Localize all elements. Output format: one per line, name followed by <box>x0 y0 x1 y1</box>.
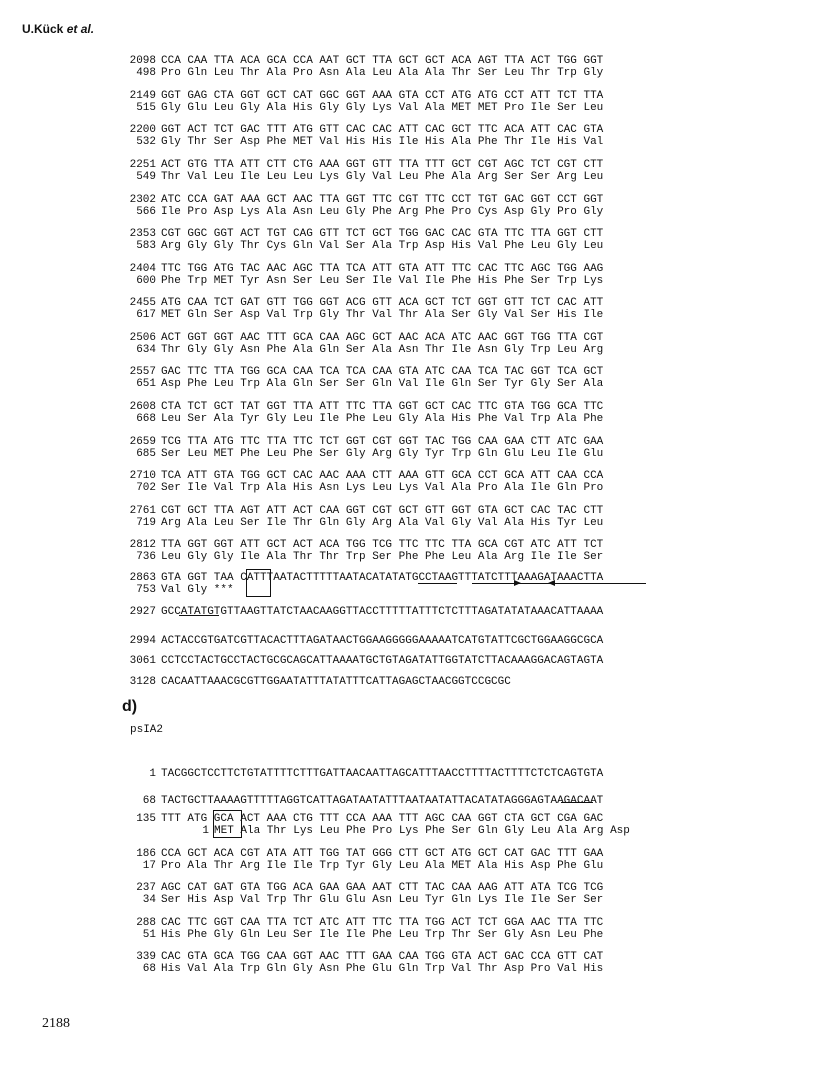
protein-row <box>110 413 603 425</box>
position-number: 2710 <box>129 470 156 482</box>
sequence-text: Phe Trp MET Tyr Asn Ser Leu Ser Ile Val Ile Phe His Phe Ser Trp Lys <box>161 275 604 287</box>
position-number: 736 <box>136 551 156 563</box>
page-number: 2188 <box>42 1016 70 1031</box>
gene-name: psIA2 <box>130 724 164 736</box>
sequence-text: Leu Gly Gly Ile Ala Thr Thr Trp Ser Phe Phe Leu Ala Arg Ile Ile Ser <box>161 551 604 563</box>
position-number: 702 <box>136 482 156 494</box>
protein-row <box>110 584 234 596</box>
position-number: 668 <box>136 413 156 425</box>
position-number: 2761 <box>129 505 156 517</box>
dna-row <box>110 848 603 860</box>
sequence-text: CACAATTAAACGCGTTGGAATATTTATATTTCATTAGAGCTAACGGTCCGCGC <box>161 676 511 688</box>
protein-row <box>110 929 603 941</box>
protein-row <box>110 136 603 148</box>
position-number: 68 <box>142 963 156 975</box>
position-number: 2608 <box>129 401 156 413</box>
protein-row <box>110 171 603 183</box>
running-header <box>22 22 94 36</box>
position-number: 515 <box>136 102 156 114</box>
sequence-text: CGT GGC GGT ACT TGT CAG GTT TCT GCT TGG GAC CAC GTA TTC TTA GGT CTT <box>161 228 604 240</box>
position-number: 566 <box>136 206 156 218</box>
dna-row <box>110 917 603 929</box>
dna-row <box>110 436 603 448</box>
position-number: 685 <box>136 448 156 460</box>
position-number: 3128 <box>129 676 156 688</box>
dna-row <box>110 194 603 206</box>
position-number: 288 <box>136 917 156 929</box>
dna-row <box>110 572 603 584</box>
sequence-text: TTC TGG ATG TAC AAC AGC TTA TCA ATT GTA ATT TTC CAC TTC AGC TGG AAG <box>161 263 604 275</box>
position-number: 634 <box>136 344 156 356</box>
sequence-text: CGT GCT TTA AGT ATT ACT CAA GGT CGT GCT GTT GGT GTA GCT CAC TAC CTT <box>161 505 604 517</box>
noncoding-row <box>110 606 603 618</box>
noncoding-row <box>110 655 603 667</box>
noncoding-row <box>110 795 603 807</box>
position-number: 2506 <box>129 332 156 344</box>
dna-row <box>110 401 603 413</box>
position-number: 2149 <box>129 90 156 102</box>
sequence-text: CAC TTC GGT CAA TTA TCT ATC ATT TTC TTA TGG ACT TCT GGA AAC TTA TTC <box>161 917 604 929</box>
position-number: 2098 <box>129 55 156 67</box>
sequence-text: TACTGCTTAAAAGTTTTTAGGTCATTAGATAATATTTAATAATATTACATATAGGGAGTAAGACAAT <box>161 795 604 807</box>
dna-row <box>110 228 603 240</box>
sequence-text: TCG TTA ATG TTC TTA TTC TCT GGT CGT GGT TAC TGG CAA GAA CTT ATC GAA <box>161 436 604 448</box>
sequence-text: CCA CAA TTA ACA GCA CCA AAT GCT TTA GCT GCT ACA AGT TTA ACT TGG GGT <box>161 55 604 67</box>
sequence-text: His Val Ala Trp Gln Gly Asn Phe Glu Gln Trp Val Thr Asp Pro Val His <box>161 963 604 975</box>
sequence-text: TCA ATT GTA TGG GCT CAC AAC AAA CTT AAA GTT GCA CCT GCA ATT CAA CCA <box>161 470 604 482</box>
position-number: 2557 <box>129 366 156 378</box>
position-number: 237 <box>136 882 156 894</box>
position-number: 532 <box>136 136 156 148</box>
protein-row <box>110 67 603 79</box>
sequence-text: GTA GGT TAA CATTTAATACTTTTTAATACATATATGCCTAAGTTTATCTTTAAAGATAAACTTA <box>161 572 604 584</box>
sequence-text: GCCATATGTGTTAAGTTATCTAACAAGGTTACCTTTTTATTTCTCTTTAGATATATAAACATTAAAA <box>161 606 604 618</box>
sequence-text: His Phe Gly Gln Leu Ser Ile Ile Phe Leu Trp Thr Ser Gly Asn Leu Phe <box>161 929 604 941</box>
header-etal: et al. <box>66 22 95 36</box>
position-number: 2353 <box>129 228 156 240</box>
noncoding-row <box>110 768 603 780</box>
sequence-text: Ile Pro Asp Lys Ala Asn Leu Gly Phe Arg Phe Pro Cys Asp Gly Pro Gly <box>161 206 604 218</box>
position-number: 34 <box>142 894 156 906</box>
protein-row <box>110 344 603 356</box>
sequence-text: Leu Ser Ala Tyr Gly Leu Ile Phe Leu Gly Ala His Phe Val Trp Ala Phe <box>161 413 604 425</box>
noncoding-row <box>110 635 603 647</box>
dna-row <box>110 882 603 894</box>
sequence-text: GGT ACT TCT GAC TTT ATG GTT CAC CAC ATT CAC GCT TTC ACA ATT CAC GTA <box>161 124 604 136</box>
section-d-label: d) <box>122 698 138 715</box>
protein-row <box>110 102 603 114</box>
dna-row <box>110 263 603 275</box>
protein-row <box>110 860 603 872</box>
protein-row <box>110 448 603 460</box>
sequence-text: Val Gly *** <box>161 584 234 596</box>
protein-row <box>110 894 603 906</box>
sequence-text: ACT GTG TTA ATT CTT CTG AAA GGT GTT TTA TTT GCT CGT AGC TCT CGT CTT <box>161 159 604 171</box>
protein-row <box>110 240 603 252</box>
protein-row <box>110 378 603 390</box>
sequence-text: ATC CCA GAT AAA GCT AAC TTA GGT TTC CGT TTC CCT TGT GAC GGT CCT GGT <box>161 194 604 206</box>
position-number: 2251 <box>129 159 156 171</box>
position-number: 2863 <box>129 572 156 584</box>
dna-row <box>110 813 603 825</box>
dna-row <box>110 505 603 517</box>
sequence-text: Gly Thr Ser Asp Phe MET Val His His Ile His Ala Phe Thr Ile His Val <box>161 136 604 148</box>
protein-row <box>110 206 603 218</box>
dna-row <box>110 470 603 482</box>
position-number: 17 <box>142 860 156 872</box>
sequence-text: CTA TCT GCT TAT GGT TTA ATT TTC TTA GGT GCT CAC TTC GTA TGG GCA TTC <box>161 401 604 413</box>
position-number: 339 <box>136 951 156 963</box>
position-number: 2659 <box>129 436 156 448</box>
protein-row <box>110 551 603 563</box>
dna-row <box>110 366 603 378</box>
position-number: 186 <box>136 848 156 860</box>
sequence-text: CCTCCTACTGCCTACTGCGCAGCATTAAAATGCTGTAGATATTGGTATCTTACAAAGGACAGTAGTA <box>161 655 604 667</box>
dna-row <box>110 90 603 102</box>
position-number: 2927 <box>129 606 156 618</box>
sequence-text: GAC TTC TTA TGG GCA CAA TCA TCA CAA GTA ATC CAA TCA TAC GGT TCA GCT <box>161 366 604 378</box>
dna-row <box>110 297 603 309</box>
sequence-text: Thr Val Leu Ile Leu Leu Lys Gly Val Leu Phe Ala Arg Ser Ser Arg Leu <box>161 171 604 183</box>
sequence-text: CAC GTA GCA TGG CAA GGT AAC TTT GAA CAA TGG GTA ACT GAC CCA GTT CAT <box>161 951 604 963</box>
dna-row <box>110 55 603 67</box>
position-number: 3061 <box>129 655 156 667</box>
sequence-text: TACGGCTCCTTCTGTATTTTCTTTGATTAACAATTAGCATTTAACCTTTTACTTTTCTCTCAGTGTA <box>161 768 604 780</box>
sequence-text: CCA GCT ACA CGT ATA ATT TGG TAT GGG CTT GCT ATG GCT CAT GAC TTT GAA <box>161 848 604 860</box>
position-number: 2200 <box>129 124 156 136</box>
sequence-text: TTT ATG GCA ACT AAA CTG TTT CCA AAA TTT AGC CAA GGT CTA GCT CGA GAC <box>161 813 604 825</box>
protein-row <box>110 309 603 321</box>
position-number: 51 <box>142 929 156 941</box>
position-number: 68 <box>142 795 156 807</box>
protein-row <box>110 963 603 975</box>
protein-row <box>110 482 603 494</box>
position-number: 600 <box>136 275 156 287</box>
sequence-text: Ser Leu MET Phe Leu Phe Ser Gly Arg Gly Tyr Trp Gln Glu Leu Ile Glu <box>161 448 604 460</box>
sequence-text: Pro Gln Leu Thr Ala Pro Asn Ala Leu Ala Ala Thr Ser Leu Thr Trp Gly <box>161 67 604 79</box>
position-number: 651 <box>136 378 156 390</box>
sequence-text: Asp Phe Leu Trp Ala Gln Ser Ser Gln Val Ile Gln Ser Tyr Gly Ser Ala <box>161 378 604 390</box>
position-number: 2812 <box>129 539 156 551</box>
dna-row <box>110 951 603 963</box>
position-number: 2302 <box>129 194 156 206</box>
sequence-text: Thr Gly Gly Asn Phe Ala Gln Ser Ala Asn Thr Ile Asn Gly Trp Leu Arg <box>161 344 604 356</box>
sequence-text: TTA GGT GGT ATT GCT ACT ACA TGG TCG TTC TTC TTA GCA CGT ATC ATT TCT <box>161 539 604 551</box>
protein-row <box>187 825 630 837</box>
sequence-text: Arg Ala Leu Ser Ile Thr Gln Gly Arg Ala Val Gly Val Ala His Tyr Leu <box>161 517 604 529</box>
position-number: 1 <box>202 825 209 837</box>
sequence-text: Gly Glu Leu Gly Ala His Gly Gly Lys Val Ala MET MET Pro Ile Ser Leu <box>161 102 604 114</box>
protein-row <box>110 517 603 529</box>
position-number: 617 <box>136 309 156 321</box>
position-number: 135 <box>136 813 156 825</box>
dna-row <box>110 332 603 344</box>
position-number: 719 <box>136 517 156 529</box>
sequence-text: ATG CAA TCT GAT GTT TGG GGT ACG GTT ACA GCT TCT GGT GTT TCT CAC ATT <box>161 297 604 309</box>
sequence-text: Ser Ile Val Trp Ala His Asn Lys Leu Lys Val Ala Pro Ala Ile Gln Pro <box>161 482 604 494</box>
position-number: 549 <box>136 171 156 183</box>
dna-row <box>110 539 603 551</box>
sequence-text: ACT GGT GGT AAC TTT GCA CAA AGC GCT AAC ACA ATC AAC GGT TGG TTA CGT <box>161 332 604 344</box>
position-number: 2994 <box>129 635 156 647</box>
sequence-text: AGC CAT GAT GTA TGG ACA GAA GAA AAT CTT TAC CAA AAG ATT ATA TCG TCG <box>161 882 604 894</box>
sequence-text: ACTACCGTGATCGTTACACTTTAGATAACTGGAAGGGGGAAAAATCATGTATTCGCTGGAAGGCGCA <box>161 635 604 647</box>
position-number: 753 <box>136 584 156 596</box>
noncoding-row <box>110 676 511 688</box>
sequence-text: MET Gln Ser Asp Val Trp Gly Thr Val Thr Ala Ser Gly Val Ser His Ile <box>161 309 604 321</box>
dna-row <box>110 124 603 136</box>
header-authors: U.Kück <box>22 22 64 36</box>
protein-row <box>110 275 603 287</box>
sequence-text: Arg Gly Gly Thr Cys Gln Val Ser Ala Trp Asp His Val Phe Leu Gly Leu <box>161 240 604 252</box>
sequence-text: GGT GAG CTA GGT GCT CAT GGC GGT AAA GTA CCT ATG ATG CCT ATT TCT TTA <box>161 90 604 102</box>
position-number: 583 <box>136 240 156 252</box>
sequence-text: Ser His Asp Val Trp Thr Glu Glu Asn Leu Tyr Gln Lys Ile Ile Ser Ser <box>161 894 604 906</box>
dna-row <box>110 159 603 171</box>
sequence-text: Pro Ala Thr Arg Ile Ile Trp Tyr Gly Leu Ala MET Ala His Asp Phe Glu <box>161 860 604 872</box>
position-number: 1 <box>149 768 156 780</box>
position-number: 498 <box>136 67 156 79</box>
sequence-text: MET Ala Thr Lys Leu Phe Pro Lys Phe Ser Gln Gly Leu Ala Arg Asp <box>214 825 630 837</box>
position-number: 2404 <box>129 263 156 275</box>
position-number: 2455 <box>129 297 156 309</box>
